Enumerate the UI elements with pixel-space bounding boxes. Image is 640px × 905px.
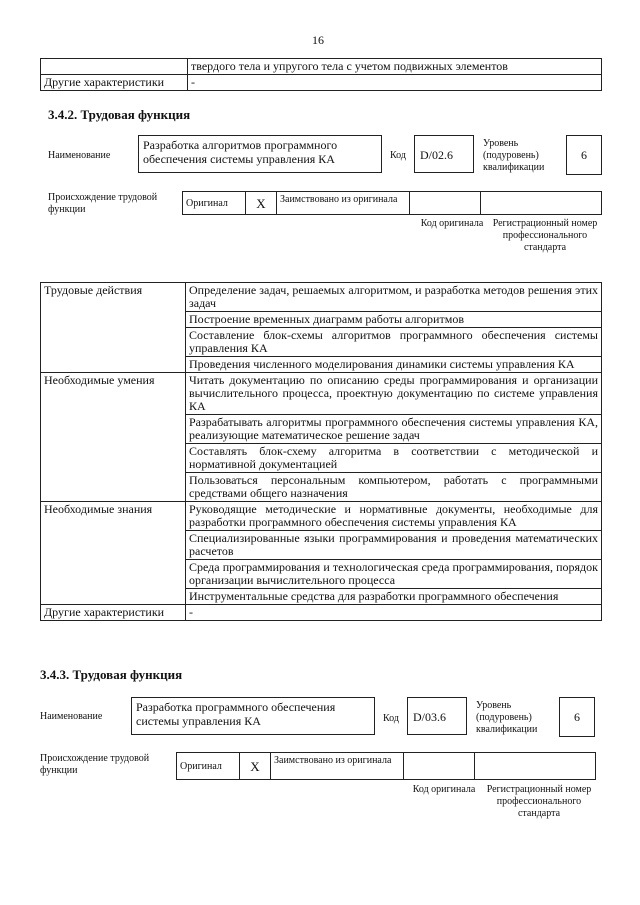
origin-table-343 (176, 752, 596, 780)
section-heading-342: 3.4.2. Трудовая функция (48, 107, 191, 122)
row-item: Составление блок-схемы алгоритмов программного обеспечения системы управления КА (186, 328, 602, 357)
original-mark-342: X (246, 192, 277, 215)
code-value-343: D/03.6 (407, 697, 467, 735)
row-item: Составлять блок-схему алгоритма в соответствии с методической и нормативной документацией (186, 444, 602, 473)
top-table-row2-value: - (188, 75, 602, 91)
origin-table-342 (182, 191, 602, 215)
row-item: Построение временных диаграмм работы алгоритмов (186, 312, 602, 328)
reg-num-label-342: Регистрационный номер профессионального стандарта (492, 218, 598, 253)
name-value-342: Разработка алгоритмов программного обеспечения системы управления КА (138, 135, 382, 173)
code-orig-label-342: Код оригинала (420, 218, 484, 229)
name-label-343: Наименование (40, 711, 103, 722)
level-value-343: 6 (559, 697, 595, 737)
row-item: Руководящие методические и нормативные документы, необходимые для разработки программного обеспечения системы управления КА (186, 502, 602, 531)
code-label-343: Код (383, 713, 399, 724)
row-item: Специализированные языки программирования и проведения математических расчетов (186, 531, 602, 560)
top-table-empty-cell (41, 59, 188, 75)
reg-num-cell-343 (475, 753, 596, 780)
row-label: Трудовые действия (41, 283, 186, 373)
top-table-row2-label: Другие характеристики (41, 75, 188, 91)
functions-table-342 (40, 282, 602, 621)
level-label-342: Уровень (подуровень) квалификации (483, 138, 545, 173)
code-value-342: D/02.6 (414, 135, 474, 173)
section-heading-343: 3.4.3. Трудовая функция (40, 667, 183, 682)
row-item: Определение задач, решаемых алгоритмом, и разработка методов решения этих задач (186, 283, 602, 312)
level-value-342: 6 (566, 135, 602, 175)
page-number: 16 (312, 33, 324, 47)
reg-num-label-343: Регистрационный номер профессионального стандарта (486, 784, 592, 819)
borrowed-label-342: Заимствовано из оригинала (277, 192, 410, 215)
original-mark-343: X (240, 753, 271, 780)
origin-label-342: Происхождение трудовой функции (48, 192, 158, 215)
name-label-342: Наименование (48, 150, 111, 161)
original-label-342: Оригинал (183, 192, 246, 215)
code-label-342: Код (390, 150, 406, 161)
row-item: - (186, 605, 602, 621)
row-item: Среда программирования и технологическая среда программирования, порядок организации вычислительного процесса (186, 560, 602, 589)
original-label-343: Оригинал (177, 753, 240, 780)
row-item: Читать документацию по описанию среды программирования и организации вычислительного процесса, проектную документацию по системе управления КА (186, 373, 602, 415)
top-table (40, 58, 602, 91)
origin-label-343: Происхождение трудовой функции (40, 753, 150, 776)
top-table-row1-text: твердого тела и упругого тела с учетом подвижных элементов (188, 59, 602, 75)
code-orig-cell-342 (410, 192, 481, 215)
code-orig-cell-343 (404, 753, 475, 780)
row-item: Инструментальные средства для разработки программного обеспечения (186, 589, 602, 605)
row-label: Другие характеристики (41, 605, 186, 621)
name-value-343: Разработка программного обеспечения системы управления КА (131, 697, 375, 735)
borrowed-label-343: Заимствовано из оригинала (271, 753, 404, 780)
reg-num-cell-342 (481, 192, 602, 215)
row-item: Пользоваться персональным компьютером, работать с программными средствами общего назначения (186, 473, 602, 502)
row-item: Проведения численного моделирования динамики системы управления КА (186, 357, 602, 373)
row-item: Разрабатывать алгоритмы программного обеспечения системы управления КА, реализующие математическое решение задач (186, 415, 602, 444)
code-orig-label-343: Код оригинала (412, 784, 476, 795)
row-label: Необходимые умения (41, 373, 186, 502)
level-label-343: Уровень (подуровень) квалификации (476, 700, 538, 735)
row-label: Необходимые знания (41, 502, 186, 605)
